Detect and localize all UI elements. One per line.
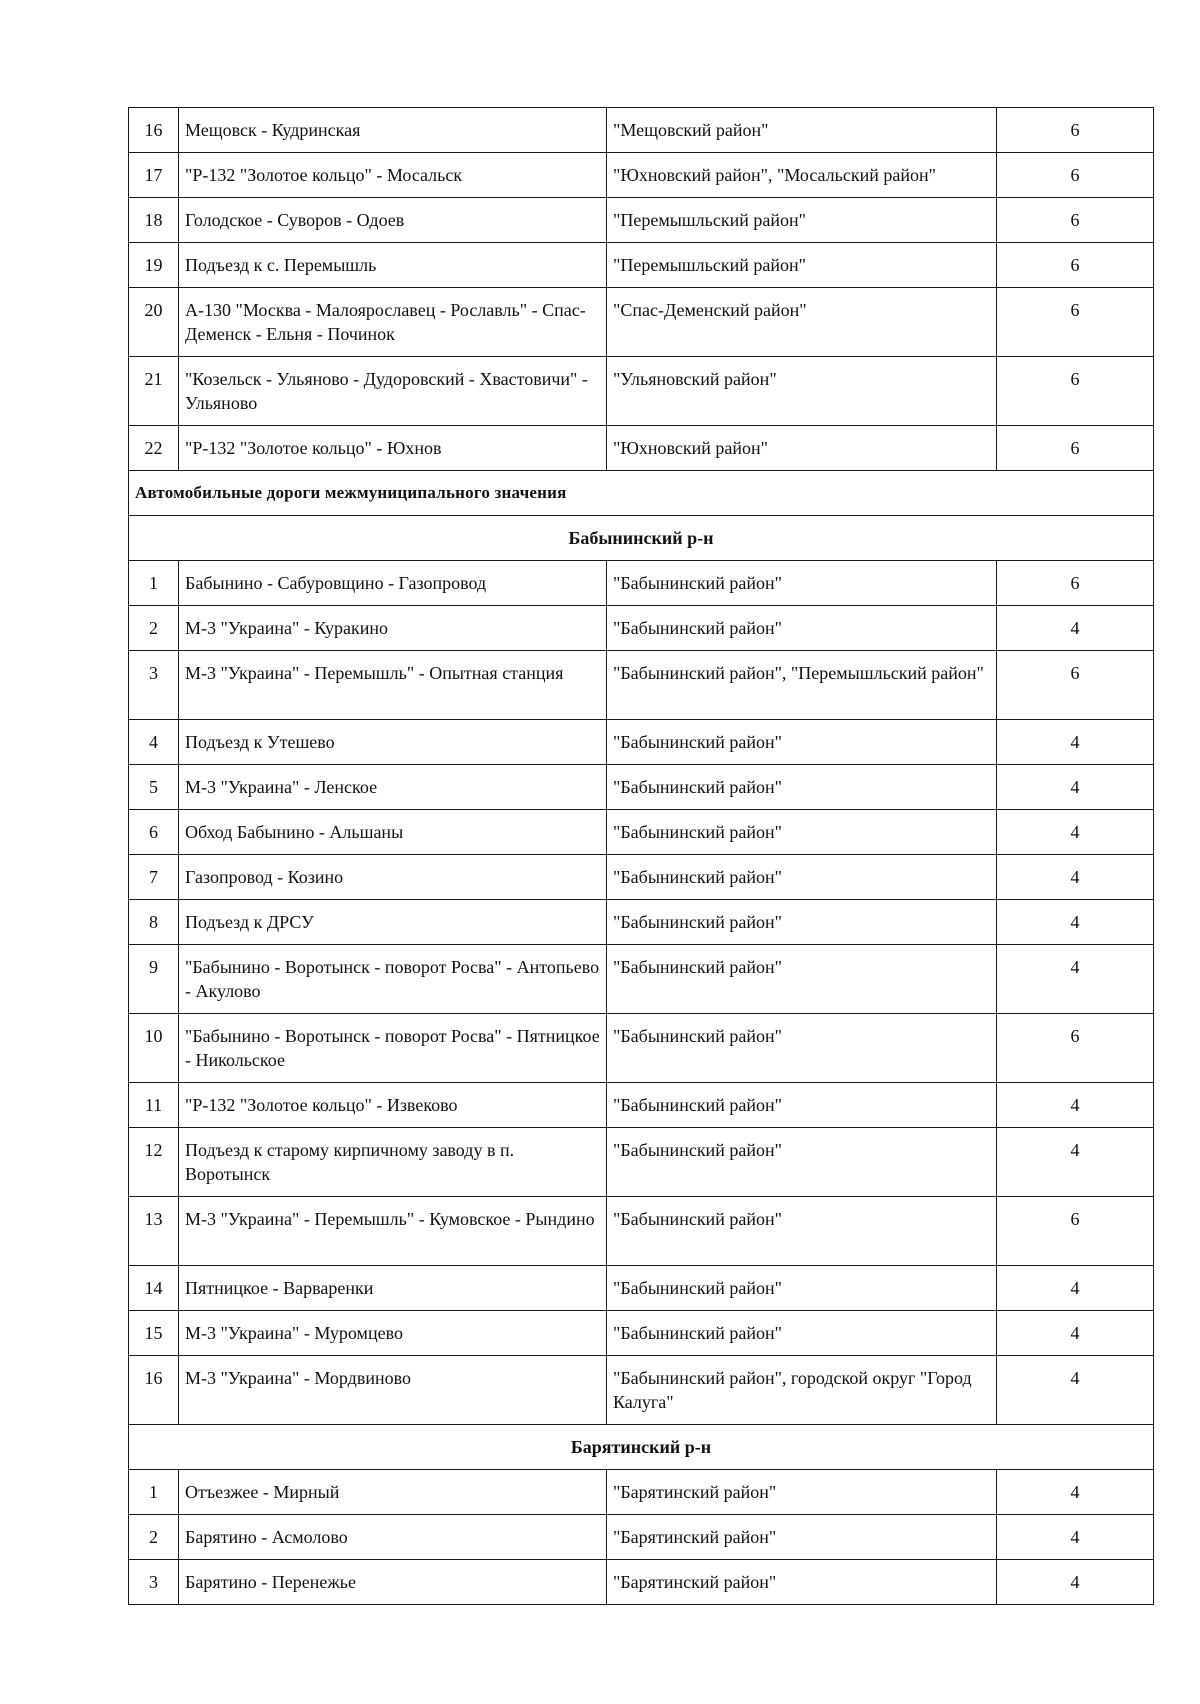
road-owner: "Мещовский район"	[607, 108, 997, 153]
road-owner: "Юхновский район"	[607, 426, 997, 471]
road-owner: "Бабынинский район", "Перемышльский район"	[607, 651, 997, 720]
road-name: А-130 "Москва - Малоярославец - Рославль" - Спас-Деменск - Ельня - Починок	[179, 288, 607, 357]
road-name: М-3 "Украина" - Мордвиново	[179, 1356, 607, 1425]
row-number: 2	[129, 606, 179, 651]
road-owner: "Бабынинский район"	[607, 1266, 997, 1311]
road-owner: "Спас-Деменский район"	[607, 288, 997, 357]
road-owner: "Бабынинский район"	[607, 945, 997, 1014]
table-row	[129, 1266, 1154, 1311]
road-category: 6	[997, 561, 1154, 606]
row-number: 13	[129, 1197, 179, 1266]
road-category: 6	[997, 198, 1154, 243]
section-title: Автомобильные дороги межмуниципального значения	[129, 471, 1154, 516]
row-number: 17	[129, 153, 179, 198]
road-category: 4	[997, 1128, 1154, 1197]
table-row	[129, 720, 1154, 765]
road-category: 4	[997, 1311, 1154, 1356]
road-owner: "Бабынинский район"	[607, 1311, 997, 1356]
road-name: М-3 "Украина" - Перемышль" - Кумовское - Рындино	[179, 1197, 607, 1266]
road-name: "Козельск - Ульяново - Дудоровский - Хвастовичи" - Ульяново	[179, 357, 607, 426]
row-number: 14	[129, 1266, 179, 1311]
road-category: 6	[997, 651, 1154, 720]
row-number: 8	[129, 900, 179, 945]
road-category: 4	[997, 1470, 1154, 1515]
road-category: 6	[997, 288, 1154, 357]
row-number: 6	[129, 810, 179, 855]
road-category: 4	[997, 720, 1154, 765]
table-row	[129, 426, 1154, 471]
road-owner: "Бабынинский район"	[607, 606, 997, 651]
row-number: 3	[129, 1560, 179, 1605]
road-name: "Бабынино - Воротынск - поворот Росва" - Антопьево - Акулово	[179, 945, 607, 1014]
row-number: 19	[129, 243, 179, 288]
table-row	[129, 1560, 1154, 1605]
row-number: 15	[129, 1311, 179, 1356]
road-owner: "Бабынинский район"	[607, 855, 997, 900]
table-row	[129, 153, 1154, 198]
district-row	[129, 516, 1154, 561]
road-name: Барятино - Перенежье	[179, 1560, 607, 1605]
road-name: Бабынино - Сабуровщино - Газопровод	[179, 561, 607, 606]
road-category: 4	[997, 810, 1154, 855]
road-name: М-3 "Украина" - Куракино	[179, 606, 607, 651]
road-category: 4	[997, 1083, 1154, 1128]
road-owner: "Барятинский район"	[607, 1560, 997, 1605]
table-row	[129, 900, 1154, 945]
road-owner: "Бабынинский район"	[607, 1197, 997, 1266]
row-number: 10	[129, 1014, 179, 1083]
road-category: 4	[997, 945, 1154, 1014]
roads-table-body	[129, 108, 1154, 1605]
road-owner: "Бабынинский район", городской округ "Город Калуга"	[607, 1356, 997, 1425]
road-category: 4	[997, 1560, 1154, 1605]
district-title-baryatino: Барятинский р-н	[129, 1425, 1154, 1470]
road-owner: "Бабынинский район"	[607, 810, 997, 855]
table-row	[129, 606, 1154, 651]
row-number: 1	[129, 561, 179, 606]
table-row	[129, 1197, 1154, 1266]
road-name: "Р-132 "Золотое кольцо" - Мосальск	[179, 153, 607, 198]
road-category: 4	[997, 1356, 1154, 1425]
roads-table	[128, 107, 1154, 1605]
row-number: 21	[129, 357, 179, 426]
road-category: 6	[997, 426, 1154, 471]
road-owner: "Бабынинский район"	[607, 765, 997, 810]
table-row	[129, 1014, 1154, 1083]
road-category: 4	[997, 855, 1154, 900]
road-owner: "Бабынинский район"	[607, 1083, 997, 1128]
row-number: 7	[129, 855, 179, 900]
road-owner: "Барятинский район"	[607, 1515, 997, 1560]
table-row	[129, 1128, 1154, 1197]
road-name: М-3 "Украина" - Ленское	[179, 765, 607, 810]
row-number: 12	[129, 1128, 179, 1197]
table-row	[129, 765, 1154, 810]
road-category: 4	[997, 1266, 1154, 1311]
row-number: 22	[129, 426, 179, 471]
road-category: 6	[997, 153, 1154, 198]
road-owner: "Юхновский район", "Мосальский район"	[607, 153, 997, 198]
road-category: 4	[997, 606, 1154, 651]
table-row	[129, 810, 1154, 855]
road-name: Обход Бабынино - Альшаны	[179, 810, 607, 855]
road-category: 4	[997, 1515, 1154, 1560]
road-name: Газопровод - Козино	[179, 855, 607, 900]
road-name: "Бабынино - Воротынск - поворот Росва" - Пятницкое - Никольское	[179, 1014, 607, 1083]
road-category: 4	[997, 765, 1154, 810]
row-number: 18	[129, 198, 179, 243]
road-name: "Р-132 "Золотое кольцо" - Извеково	[179, 1083, 607, 1128]
row-number: 2	[129, 1515, 179, 1560]
table-row	[129, 357, 1154, 426]
road-owner: "Перемышльский район"	[607, 243, 997, 288]
road-name: "Р-132 "Золотое кольцо" - Юхнов	[179, 426, 607, 471]
road-category: 4	[997, 900, 1154, 945]
section-row	[129, 471, 1154, 516]
table-row	[129, 651, 1154, 720]
table-row	[129, 1083, 1154, 1128]
road-owner: "Бабынинский район"	[607, 900, 997, 945]
road-name: Голодское - Суворов - Одоев	[179, 198, 607, 243]
road-category: 6	[997, 243, 1154, 288]
road-owner: "Перемышльский район"	[607, 198, 997, 243]
road-category: 6	[997, 1014, 1154, 1083]
table-row	[129, 1470, 1154, 1515]
district-row	[129, 1425, 1154, 1470]
road-owner: "Бабынинский район"	[607, 720, 997, 765]
road-name: Подъезд к Утешево	[179, 720, 607, 765]
table-row	[129, 198, 1154, 243]
road-name: Подъезд к ДРСУ	[179, 900, 607, 945]
road-owner: "Бабынинский район"	[607, 1128, 997, 1197]
row-number: 4	[129, 720, 179, 765]
row-number: 9	[129, 945, 179, 1014]
row-number: 16	[129, 1356, 179, 1425]
road-name: Пятницкое - Варваренки	[179, 1266, 607, 1311]
row-number: 5	[129, 765, 179, 810]
road-name: Отъезжее - Мирный	[179, 1470, 607, 1515]
table-row	[129, 1515, 1154, 1560]
table-row	[129, 288, 1154, 357]
table-row	[129, 945, 1154, 1014]
road-owner: "Барятинский район"	[607, 1470, 997, 1515]
table-row	[129, 561, 1154, 606]
road-category: 6	[997, 357, 1154, 426]
road-owner: "Ульяновский район"	[607, 357, 997, 426]
table-row	[129, 1356, 1154, 1425]
road-name: Мещовск - Кудринская	[179, 108, 607, 153]
road-name: Подъезд к старому кирпичному заводу в п. Воротынск	[179, 1128, 607, 1197]
road-owner: "Бабынинский район"	[607, 561, 997, 606]
table-row	[129, 1311, 1154, 1356]
table-row	[129, 243, 1154, 288]
road-category: 6	[997, 108, 1154, 153]
row-number: 16	[129, 108, 179, 153]
table-row	[129, 855, 1154, 900]
road-name: Подъезд к с. Перемышль	[179, 243, 607, 288]
road-category: 6	[997, 1197, 1154, 1266]
road-owner: "Бабынинский район"	[607, 1014, 997, 1083]
row-number: 3	[129, 651, 179, 720]
road-name: Барятино - Асмолово	[179, 1515, 607, 1560]
district-title-babynino: Бабынинский р-н	[129, 516, 1154, 561]
row-number: 1	[129, 1470, 179, 1515]
table-row	[129, 108, 1154, 153]
row-number: 11	[129, 1083, 179, 1128]
road-name: М-3 "Украина" - Перемышль" - Опытная станция	[179, 651, 607, 720]
road-name: М-3 "Украина" - Муромцево	[179, 1311, 607, 1356]
row-number: 20	[129, 288, 179, 357]
